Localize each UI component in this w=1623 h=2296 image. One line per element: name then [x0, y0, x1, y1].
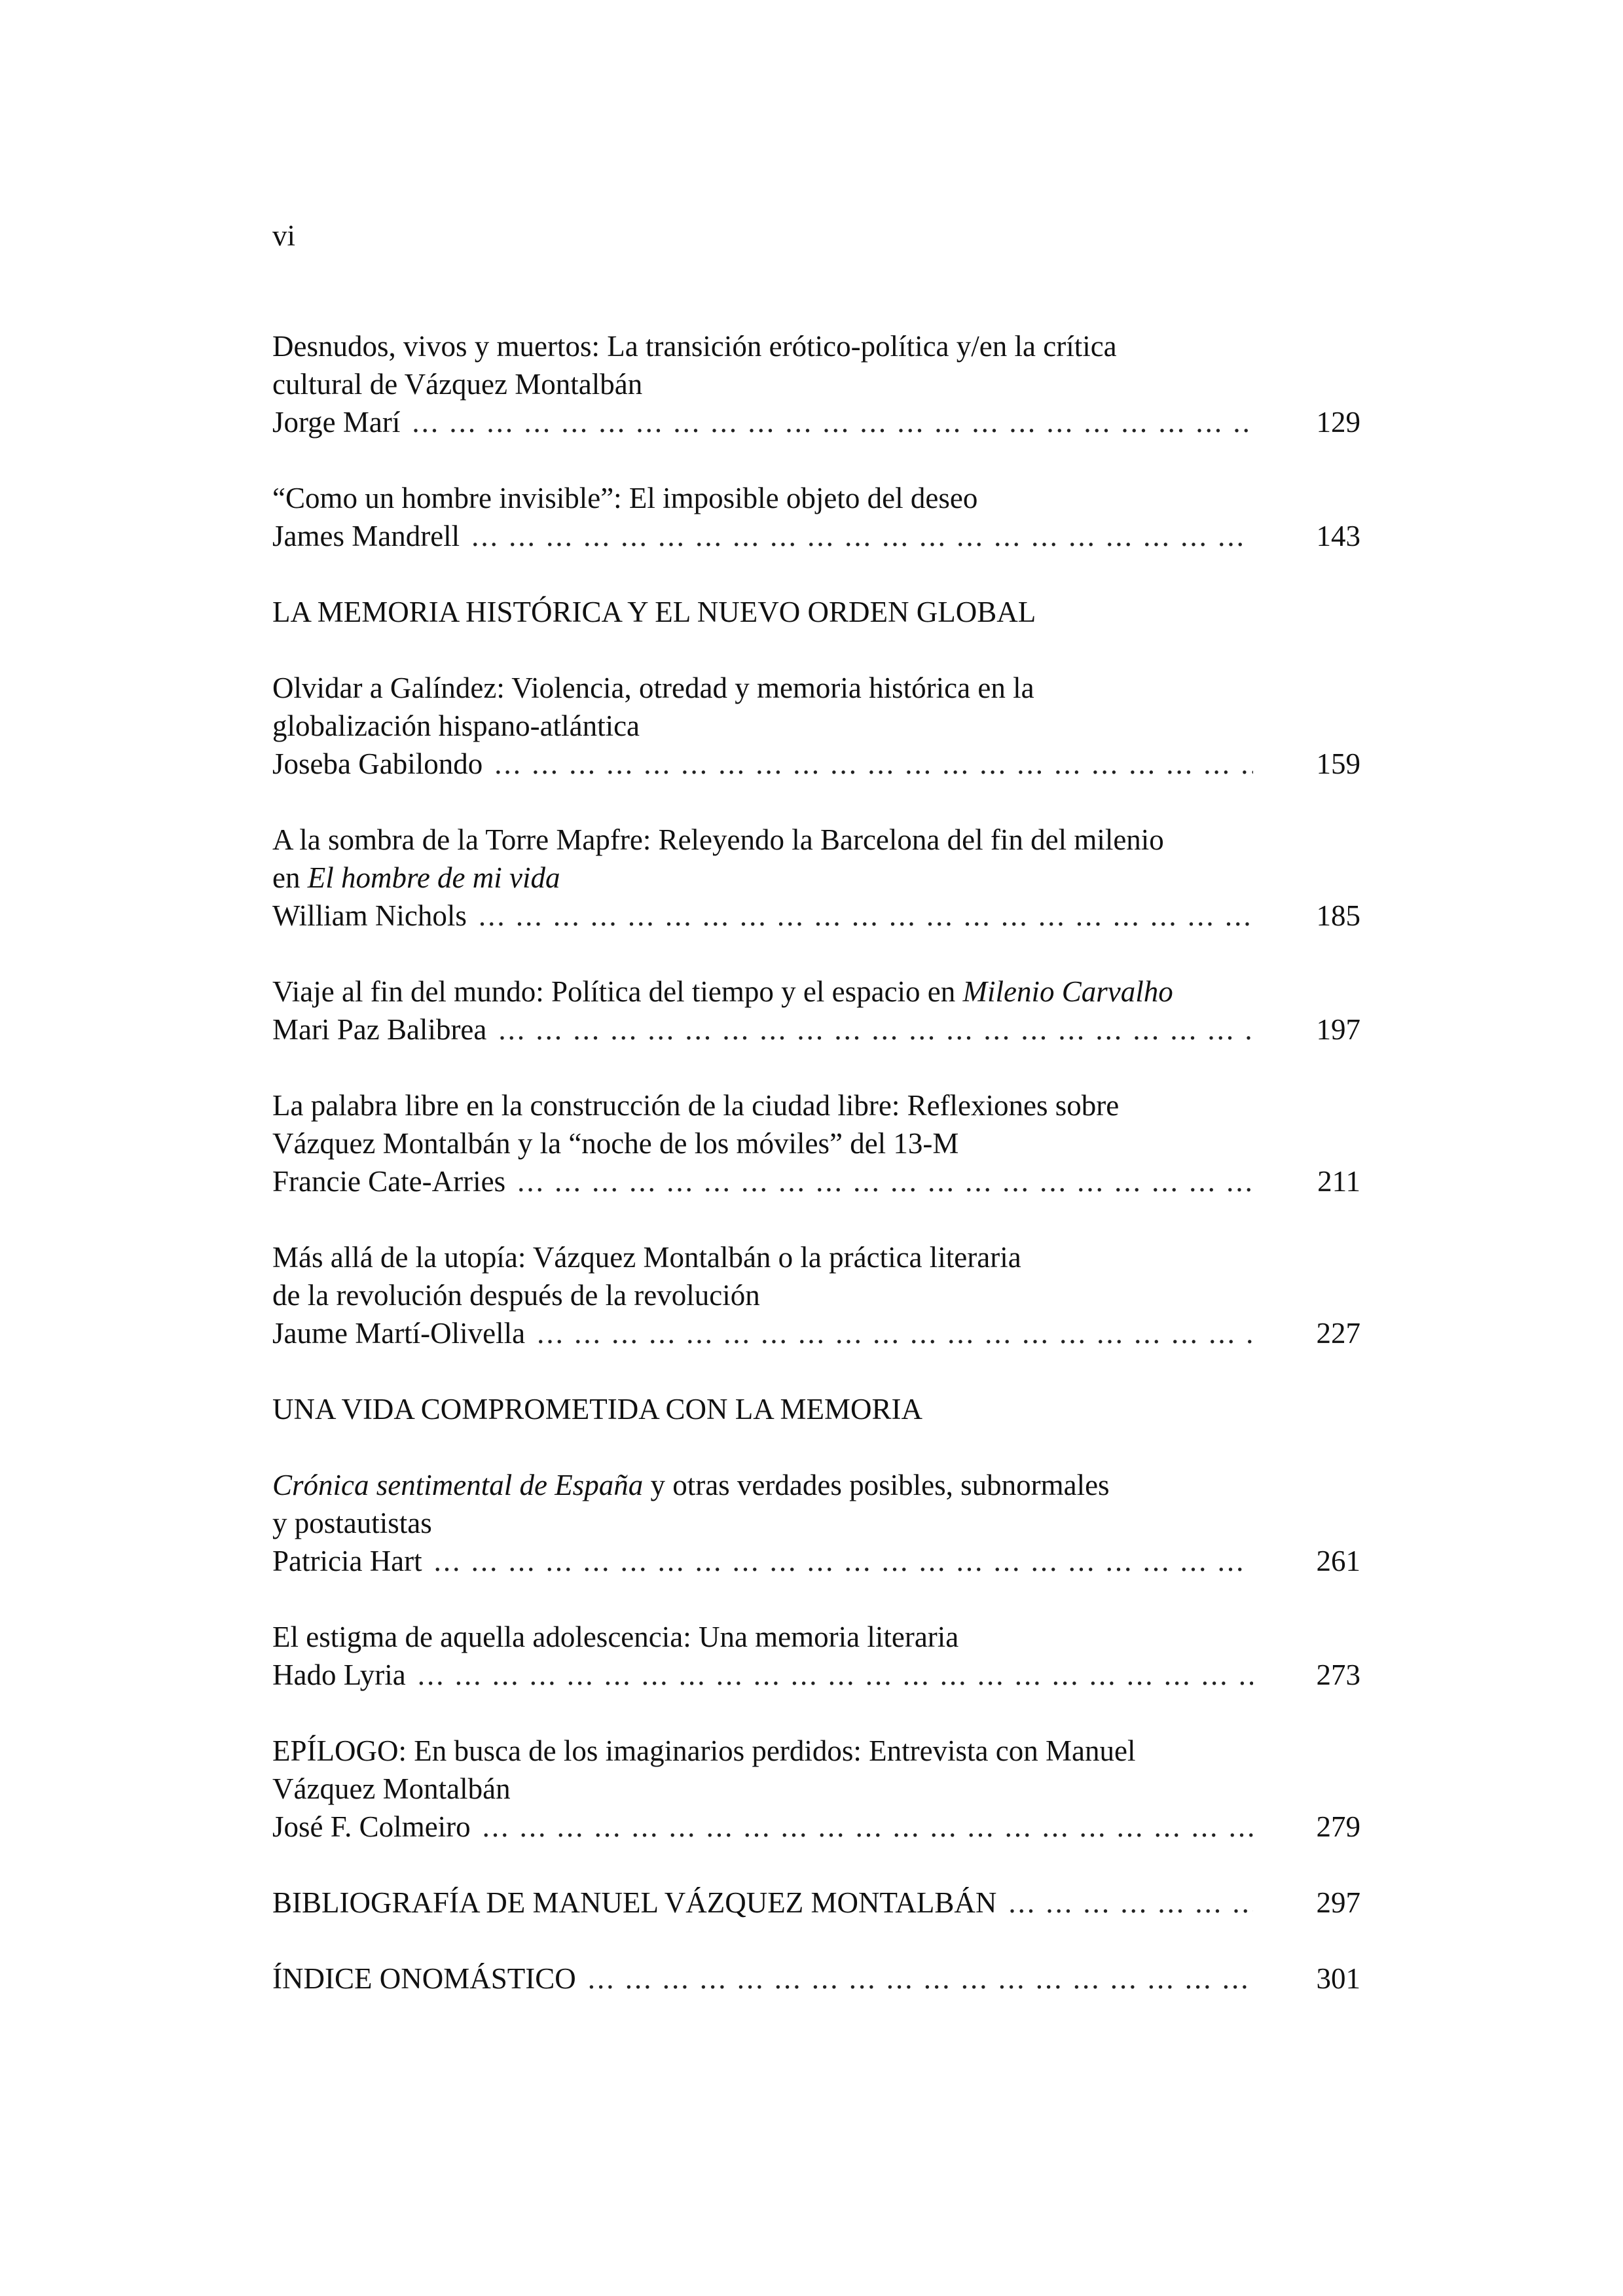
entry-title-line: de la revolución después de la revolución	[272, 1279, 760, 1312]
entry-title-italic: Crónica sentimental de España	[272, 1469, 644, 1501]
entry-page-number: 211	[1317, 1165, 1360, 1198]
entry-author-line	[272, 745, 1360, 783]
entry-page-number: 197	[1316, 1013, 1360, 1046]
dot-leader	[434, 1542, 1253, 1580]
entry-title-line	[272, 1466, 1360, 1504]
entry-title-line: Más allá de la utopía: Vázquez Montalbán o la práctica literaria	[272, 1241, 1021, 1274]
entry-author-line	[272, 1542, 1360, 1580]
entry-author: Hado Lyria	[272, 1659, 406, 1691]
entry-page-number: 297	[1316, 1886, 1360, 1919]
entry-title-line: EPÍLOGO: En busca de los imaginarios perdidos: Entrevista con Manuel	[272, 1734, 1136, 1767]
entry-author-line	[272, 1808, 1360, 1846]
entry-page-number: 143	[1316, 520, 1360, 552]
entry-author: Jaume Martí-Olivella	[272, 1317, 526, 1350]
entry-author-line	[272, 897, 1360, 935]
entry-label: BIBLIOGRAFÍA DE MANUEL VÁZQUEZ MONTALBÁN	[272, 1886, 997, 1919]
entry-title-line: cultural de Vázquez Montalbán	[272, 368, 643, 401]
entry-title-line: Vázquez Montalbán	[272, 1772, 511, 1805]
entry-title-line	[272, 973, 1360, 1011]
entry-author: Jorge Marí	[272, 406, 401, 439]
toc-entry	[272, 327, 1360, 441]
toc-entry-bibliography	[272, 1884, 1360, 1922]
dot-leader	[418, 1656, 1253, 1694]
entry-title-text: en	[272, 861, 308, 894]
toc-entry	[272, 1086, 1360, 1200]
dot-leader	[588, 1960, 1253, 1998]
dot-leader	[498, 1011, 1253, 1049]
entry-label: ÍNDICE ONOMÁSTICO	[272, 1962, 576, 1995]
entry-title-line: y postautistas	[272, 1507, 432, 1539]
dot-leader	[483, 1808, 1253, 1846]
entry-author-line	[272, 1162, 1360, 1200]
entry-author: Mari Paz Balibrea	[272, 1013, 487, 1046]
entry-author-line	[272, 517, 1360, 555]
toc-entry	[272, 1732, 1360, 1846]
entry-title-line: “Como un hombre invisible”: El imposible objeto del deseo	[272, 482, 978, 514]
dot-leader	[537, 1314, 1253, 1352]
dot-leader	[471, 517, 1253, 555]
entry-page-number: 273	[1316, 1659, 1360, 1691]
entry-page-number: 227	[1316, 1317, 1360, 1350]
entry-author-line	[272, 1314, 1360, 1352]
dot-leader	[517, 1162, 1253, 1200]
toc-entry	[272, 479, 1360, 555]
entry-page-number: 261	[1316, 1545, 1360, 1577]
entry-title-line: Olvidar a Galíndez: Violencia, otredad y memoria histórica en la	[272, 672, 1034, 704]
entry-title-italic: El hombre de mi vida	[307, 861, 560, 894]
dot-leader	[494, 745, 1253, 783]
entry-title-line: El estigma de aquella adolescencia: Una memoria literaria	[272, 1621, 959, 1653]
dot-leader	[412, 403, 1253, 441]
entry-page-number: 159	[1316, 747, 1360, 780]
entry-author: William Nichols	[272, 899, 467, 932]
toc-entry	[272, 669, 1360, 783]
entry-author: José F. Colmeiro	[272, 1810, 471, 1843]
entry-author-line	[272, 1011, 1360, 1049]
dot-leader	[1008, 1884, 1253, 1922]
entry-title-text: Viaje al fin del mundo: Política del tiempo y el espacio en	[272, 975, 963, 1008]
entry-author: Francie Cate-Arries	[272, 1165, 506, 1198]
toc-entry	[272, 1238, 1360, 1352]
entry-page-number: 185	[1316, 899, 1360, 932]
entry-author-line	[272, 1656, 1360, 1694]
page-number: vi	[272, 219, 296, 252]
toc-entry	[272, 821, 1360, 935]
entry-title-text: y otras verdades posibles, subnormales	[643, 1469, 1110, 1501]
entry-title-line: globalización hispano-atlántica	[272, 709, 640, 742]
entry-author: Patricia Hart	[272, 1545, 422, 1577]
toc-entry	[272, 973, 1360, 1049]
toc-entry	[272, 1618, 1360, 1694]
entry-author: James Mandrell	[272, 520, 460, 552]
entry-title-line	[272, 859, 1360, 897]
entry-title-line: Desnudos, vivos y muertos: La transición erótico-política y/en la crítica	[272, 330, 1117, 363]
entry-author-line	[272, 403, 1360, 441]
entry-page-number: 279	[1316, 1810, 1360, 1843]
entry-author: Joseba Gabilondo	[272, 747, 483, 780]
section-heading: LA MEMORIA HISTÓRICA Y EL NUEVO ORDEN GLOBAL	[272, 596, 1036, 628]
entry-author-line	[272, 1960, 1360, 1998]
entry-title-line: Vázquez Montalbán y la “noche de los móviles” del 13-M	[272, 1127, 959, 1160]
dot-leader	[479, 897, 1253, 935]
entry-page-number: 301	[1316, 1962, 1360, 1995]
table-of-contents	[272, 327, 1360, 2036]
entry-title-line: A la sombra de la Torre Mapfre: Releyendo la Barcelona del fin del milenio	[272, 823, 1164, 856]
toc-entry-index	[272, 1960, 1360, 1998]
section-heading: UNA VIDA COMPROMETIDA CON LA MEMORIA	[272, 1393, 923, 1426]
entry-page-number: 129	[1316, 406, 1360, 439]
entry-title-line: La palabra libre en la construcción de la ciudad libre: Reflexiones sobre	[272, 1089, 1120, 1122]
entry-title-italic: Milenio Carvalho	[962, 975, 1173, 1008]
toc-entry	[272, 1466, 1360, 1580]
entry-author-line	[272, 1884, 1360, 1922]
